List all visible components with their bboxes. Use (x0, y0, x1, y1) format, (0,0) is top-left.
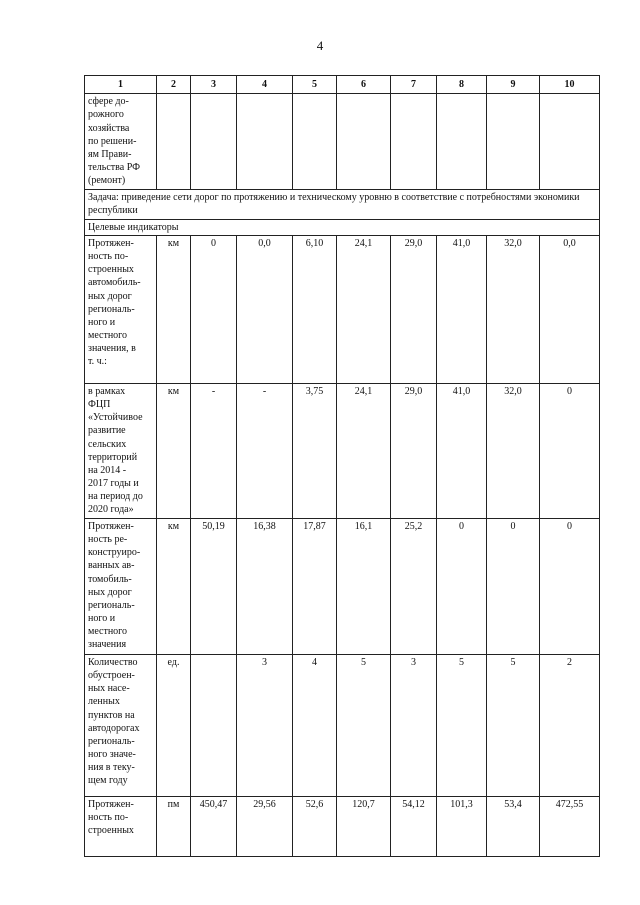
value-cell: 3 (237, 654, 293, 796)
value-cell: 5 (337, 654, 391, 796)
row-label: Протяжен- ность по- строенных автомобиль- ных дорог региональ- ного и местного значения, в т. ч.: (85, 235, 157, 383)
unit-cell: км (157, 383, 191, 518)
unit-cell: пм (157, 796, 191, 856)
section-title: Целевые индикаторы (85, 219, 600, 235)
value-cell: 41,0 (437, 383, 487, 518)
value-cell: 52,6 (293, 796, 337, 856)
row-label: Протяжен- ность ре- конструиро- ванных ав- томобиль- ных дорог региональ- ного и местного значения (85, 518, 157, 654)
value-cell: 0,0 (237, 235, 293, 383)
header-row (85, 76, 600, 94)
value-cell: - (191, 383, 237, 518)
value-cell: 25,2 (391, 518, 437, 654)
value-cell: 24,1 (337, 383, 391, 518)
value-cell: 54,12 (391, 796, 437, 856)
header-cell: 9 (487, 76, 540, 94)
value-cell: 4 (293, 654, 337, 796)
table-row (85, 654, 600, 796)
table-row (85, 796, 600, 856)
value-cell (391, 94, 437, 190)
value-cell: 0,0 (540, 235, 600, 383)
value-cell: 5 (437, 654, 487, 796)
page-number: 4 (316, 38, 324, 53)
value-cell: 50,19 (191, 518, 237, 654)
value-cell: - (237, 383, 293, 518)
value-cell: 29,0 (391, 235, 437, 383)
value-cell: 2 (540, 654, 600, 796)
header-cell: 10 (540, 76, 600, 94)
value-cell: 16,38 (237, 518, 293, 654)
value-cell: 101,3 (437, 796, 487, 856)
value-cell: 16,1 (337, 518, 391, 654)
value-cell: 32,0 (487, 383, 540, 518)
value-cell: 450,47 (191, 796, 237, 856)
value-cell (540, 94, 600, 190)
row-label: Количество обустроен- ных насе- ленных пунктов на автодорогах региональ- ного значе- ния в теку- щем году (85, 654, 157, 796)
value-cell: 29,56 (237, 796, 293, 856)
value-cell (157, 94, 191, 190)
table-row (85, 383, 600, 518)
value-cell: 3 (391, 654, 437, 796)
value-cell: 0 (487, 518, 540, 654)
continuation-row (85, 94, 600, 190)
header-cell: 6 (337, 76, 391, 94)
unit-cell: км (157, 235, 191, 383)
row-label: Протяжен- ность по- строенных (85, 796, 157, 856)
value-cell: 41,0 (437, 235, 487, 383)
header-cell: 2 (157, 76, 191, 94)
value-cell: 0 (540, 518, 600, 654)
unit-cell: км (157, 518, 191, 654)
value-cell: 6,10 (293, 235, 337, 383)
header-cell: 8 (437, 76, 487, 94)
header-cell: 7 (391, 76, 437, 94)
value-cell (191, 654, 237, 796)
value-cell: 5 (487, 654, 540, 796)
row-label: сфере до- рожного хозяйства по решени- ям Прави- тельства РФ (ремонт) (85, 94, 157, 190)
value-cell (293, 94, 337, 190)
indicators-table (84, 75, 600, 857)
value-cell (237, 94, 293, 190)
value-cell: 0 (540, 383, 600, 518)
value-cell: 472,55 (540, 796, 600, 856)
value-cell: 53,4 (487, 796, 540, 856)
header-cell: 5 (293, 76, 337, 94)
value-cell: 24,1 (337, 235, 391, 383)
value-cell: 3,75 (293, 383, 337, 518)
value-cell: 17,87 (293, 518, 337, 654)
section-row (85, 219, 600, 235)
row-label: в рамках ФЦП «Устойчивое развитие сельских территорий на 2014 - 2017 годы и на период до 2020 года» (85, 383, 157, 518)
header-cell: 4 (237, 76, 293, 94)
table-row (85, 235, 600, 383)
value-cell: 32,0 (487, 235, 540, 383)
header-cell: 1 (85, 76, 157, 94)
value-cell: 29,0 (391, 383, 437, 518)
task-text: Задача: приведение сети дорог по протяжению и техническому уровню в соответствие с потребностями экономики республики (85, 190, 600, 219)
value-cell: 120,7 (337, 796, 391, 856)
value-cell: 0 (191, 235, 237, 383)
unit-cell: ед. (157, 654, 191, 796)
value-cell: 0 (437, 518, 487, 654)
task-row (85, 190, 600, 219)
value-cell (487, 94, 540, 190)
table-row (85, 518, 600, 654)
header-cell: 3 (191, 76, 237, 94)
value-cell (337, 94, 391, 190)
value-cell (191, 94, 237, 190)
value-cell (437, 94, 487, 190)
table-body (85, 76, 600, 857)
